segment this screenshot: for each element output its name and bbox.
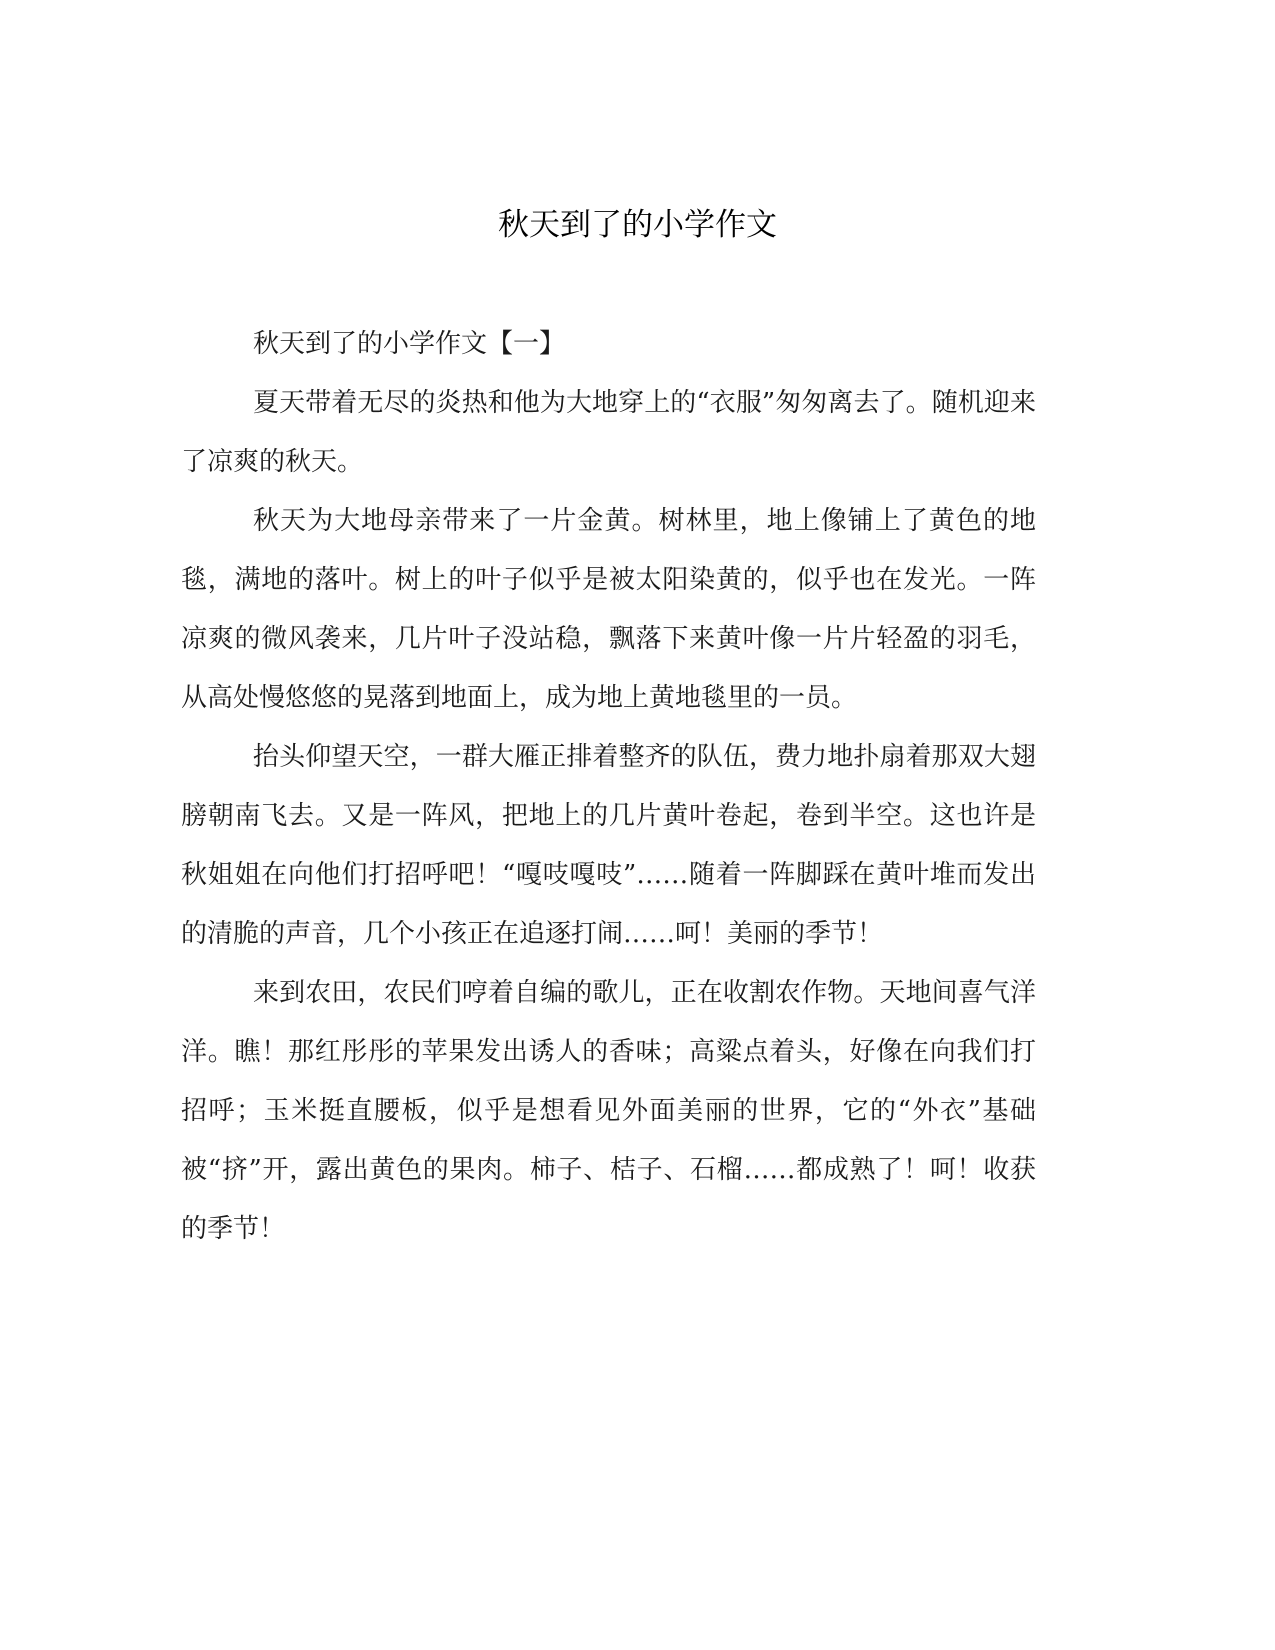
document-title: 秋天到了的小学作文 — [498, 207, 777, 243]
paragraph-3: 抬头仰望天空，一群大雁正排着整齐的队伍，费力地扑扇着那双大翅膀朝南飞去。又是一阵风，把地上的几片黄叶卷起，卷到半空。这也许是秋姐姐在向他们打招呼吧！“嘎吱嘎吱”……随着一阵脚踩在黄叶堆而发出的清脆的声音，几个小孩正在追逐打闹……呵！美丽的季节！ — [181, 742, 1036, 949]
paragraph-1: 夏天带着无尽的炎热和他为大地穿上的“衣服”匆匆离去了。随机迎来了凉爽的秋天。 — [181, 388, 1036, 477]
paragraph-4: 来到农田，农民们哼着自编的歌儿，正在收割农作物。天地间喜气洋洋。瞧！那红彤彤的苹果发出诱人的香味；高粱点着头，好像在向我们打招呼；玉米挺直腰板，似乎是想看见外面美丽的世界，它的“外衣”基础被“挤”开，露出黄色的果肉。柿子、桔子、石榴……都成熟了！呵！收获的季节！ — [181, 978, 1036, 1244]
document-body — [181, 315, 1036, 1259]
paragraph-2: 秋天为大地母亲带来了一片金黄。树林里，地上像铺上了黄色的地毯，满地的落叶。树上的叶子似乎是被太阳染黄的，似乎也在发光。一阵凉爽的微风袭来，几片叶子没站稳，飘落下来黄叶像一片片轻盈的羽毛，从高处慢悠悠的晃落到地面上，成为地上黄地毯里的一员。 — [181, 506, 1036, 713]
section-heading: 秋天到了的小学作文【一】 — [253, 329, 566, 359]
